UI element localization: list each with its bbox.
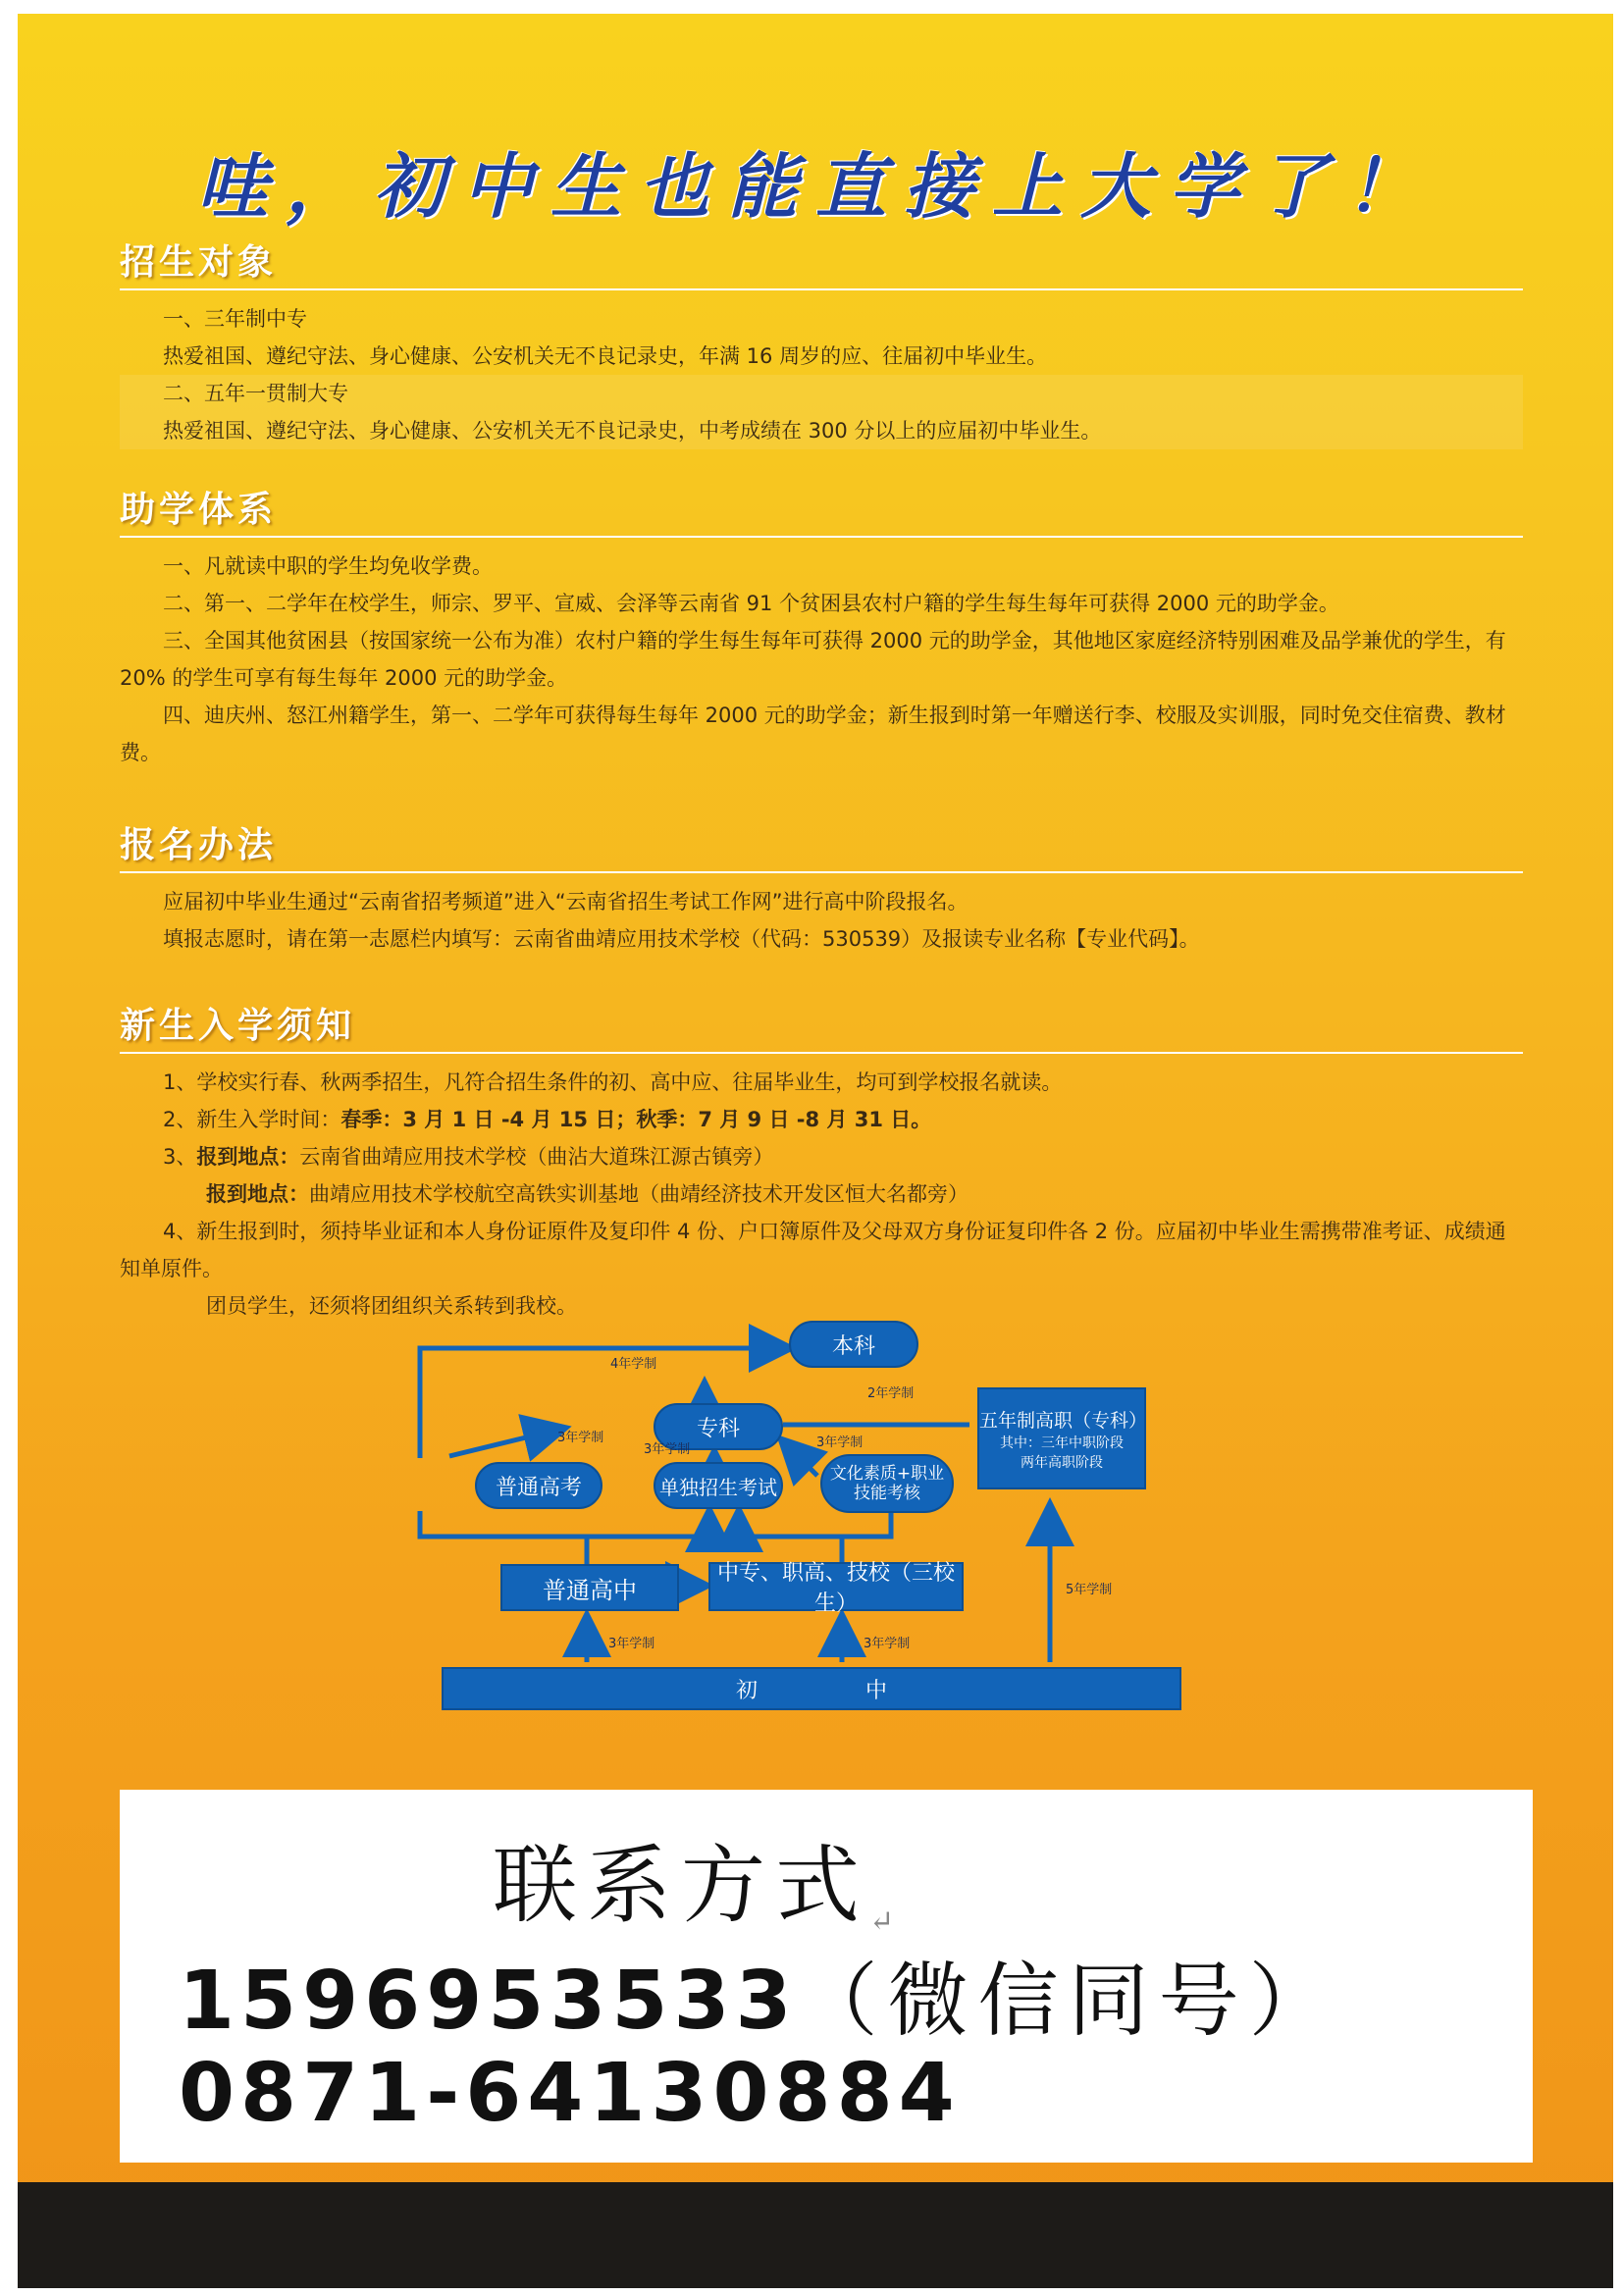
- node-chuzhong-char1: 初: [735, 1678, 758, 1703]
- section-title-target: 招生对象: [120, 241, 1523, 290]
- flow-connectors: [263, 1319, 1401, 1780]
- section-aid: [120, 489, 1523, 771]
- node-wunian: [977, 1387, 1146, 1489]
- notice-item-2: [120, 1101, 1523, 1138]
- label-3y-gaokao: 3年学制: [557, 1431, 604, 1445]
- edge-gaozhong-branch: [420, 1511, 587, 1564]
- node-wunian-title: 五年制高职（专科）: [979, 1409, 1148, 1432]
- apply-item-2: 填报志愿时，请在第一志愿栏内填写：云南省曲靖应用技术学校（代码：530539）及报读专业名称【专业代码】。: [163, 927, 1200, 951]
- contact-mobile-note: （微信同号）: [797, 1955, 1339, 2048]
- notice-item-4: 4、新生报到时，须持毕业证和本人身份证原件及复印件 4 份、户口簿原件及父母双方身份证复印件各 2 份。应届初中毕业生需携带准考证、成绩通知单原件。: [120, 1220, 1506, 1280]
- notice-item-3-num: 3、: [163, 1145, 197, 1169]
- aid-item-1: 一、凡就读中职的学生均免收学费。: [163, 554, 493, 578]
- section-notice: [120, 1005, 1523, 1325]
- node-benke: 本科: [789, 1321, 918, 1368]
- bottom-shadow: [18, 2182, 1613, 2288]
- contact-title-text: 联系方式: [493, 1837, 869, 1935]
- section-apply: [120, 824, 1523, 958]
- label-3y-gaozhong: 3年学制: [608, 1637, 655, 1651]
- edge-gaozhong-dandu: [587, 1513, 709, 1537]
- node-sanxiao: 中专、职高、技校（三校生）: [708, 1562, 964, 1611]
- notice-item-3b: [120, 1175, 1523, 1213]
- node-dandu: 单独招生考试: [654, 1462, 783, 1509]
- section-title-apply: 报名办法: [120, 824, 1523, 873]
- notice-item-3: [120, 1138, 1523, 1175]
- section-target: [120, 241, 1523, 449]
- apply-item-1: 应届初中毕业生通过“云南省招考频道”进入“云南省招生考试工作网”进行高中阶段报名。: [163, 890, 969, 913]
- node-wunian-sub1: 其中：三年中职阶段: [1000, 1435, 1124, 1451]
- notice-item-1: 1、学校实行春、秋两季招生，凡符合招生条件的初、高中应、往届毕业生，均可到学校报名就读。: [163, 1070, 1063, 1094]
- notice-item-3b-label: 报到地点：: [206, 1182, 309, 1206]
- notice-item-2-label: 2、新生入学时间：: [163, 1108, 341, 1131]
- label-3y-sanxiao: 3年学制: [864, 1637, 911, 1651]
- node-wenhua-line1: 文化素质+职业: [829, 1464, 945, 1484]
- aid-item-4: 四、迪庆州、怒江州籍学生，第一、二学年可获得每生每年 2000 元的助学金；新生报到时第一年赠送行李、校服及实训服，同时免交住宿费、教材费。: [120, 704, 1506, 764]
- label-3y-dandu: 3年学制: [644, 1442, 691, 1457]
- aid-item-3: 三、全国其他贫困县（按国家统一公布为准）农村户籍的学生每生每年可获得 2000 元的助学金，其他地区家庭经济特别困难及品学兼优的学生，有 20% 的学生可享有每生每年 2000 元的助学金。: [120, 629, 1506, 690]
- poster: [18, 14, 1613, 2288]
- contact-tel[interactable]: 0871-64130884: [179, 2047, 961, 2140]
- aid-item-2: 二、第一、二学年在校学生，师宗、罗平、宣威、会泽等云南省 91 个贫困县农村户籍的学生每生每年可获得 2000 元的助学金。: [163, 592, 1339, 615]
- node-putong-gaozhong: 普通高中: [500, 1564, 679, 1611]
- notice-item-5: 团员学生，还须将团组织关系转到我校。: [206, 1294, 577, 1318]
- notice-item-3-address: 云南省曲靖应用技术学校（曲沾大道珠江源古镇旁）: [299, 1145, 774, 1169]
- notice-item-3b-address: 曲靖应用技术学校航空高铁实训基地（曲靖经济技术开发区恒大名都旁）: [309, 1182, 969, 1206]
- node-zhuanke: 专科: [654, 1403, 783, 1450]
- contact-mobile[interactable]: [179, 1937, 1339, 2052]
- edge-sanxiao-wenhua: [842, 1513, 891, 1537]
- contact-mobile-number[interactable]: 1596953533: [179, 1955, 798, 2048]
- headline: 哇，初中生也能直接上大学了！: [196, 144, 1434, 228]
- target-item-4: 热爱祖国、遵纪守法、身心健康、公安机关无不良记录史，中考成绩在 300 分以上的应届初中毕业生。: [120, 412, 1523, 449]
- edge-wenhua-zhuanke: [783, 1441, 817, 1476]
- node-putong-gaokao: 普通高考: [475, 1462, 602, 1509]
- target-item-1: 一、三年制中专: [163, 307, 307, 331]
- notice-item-2-dates: 春季：3 月 1 日 -4 月 15 日；秋季：7 月 9 日 -8 月 31 日。: [340, 1108, 932, 1131]
- target-item-2: 热爱祖国、遵纪守法、身心健康、公安机关无不良记录史，年满 16 周岁的应、往届初中毕业生。: [163, 344, 1048, 368]
- node-wunian-sub2: 两年高职阶段: [1021, 1454, 1103, 1471]
- contact-panel: [120, 1790, 1533, 2163]
- section-title-notice: 新生入学须知: [120, 1005, 1523, 1054]
- notice-item-3-label: 报到地点：: [196, 1145, 300, 1169]
- node-chuzhong: [442, 1667, 1181, 1710]
- section-title-aid: 助学体系: [120, 489, 1523, 538]
- label-3y-wenhua: 3年学制: [816, 1435, 864, 1450]
- education-pathway-diagram: [263, 1319, 1401, 1780]
- label-4y: 4年学制: [610, 1357, 657, 1372]
- label-5y: 5年学制: [1066, 1583, 1113, 1597]
- edge-gaokao-zhuanke: [449, 1429, 562, 1456]
- node-chuzhong-char2: 中: [865, 1678, 888, 1703]
- contact-title: [493, 1817, 904, 1939]
- label-2y: 2年学制: [867, 1386, 915, 1401]
- node-wenhua: [820, 1454, 954, 1513]
- target-item-3: 二、五年一贯制大专: [120, 375, 1523, 412]
- node-wenhua-line2: 技能考核: [854, 1484, 920, 1503]
- return-mark-icon: ↵: [869, 1905, 905, 1939]
